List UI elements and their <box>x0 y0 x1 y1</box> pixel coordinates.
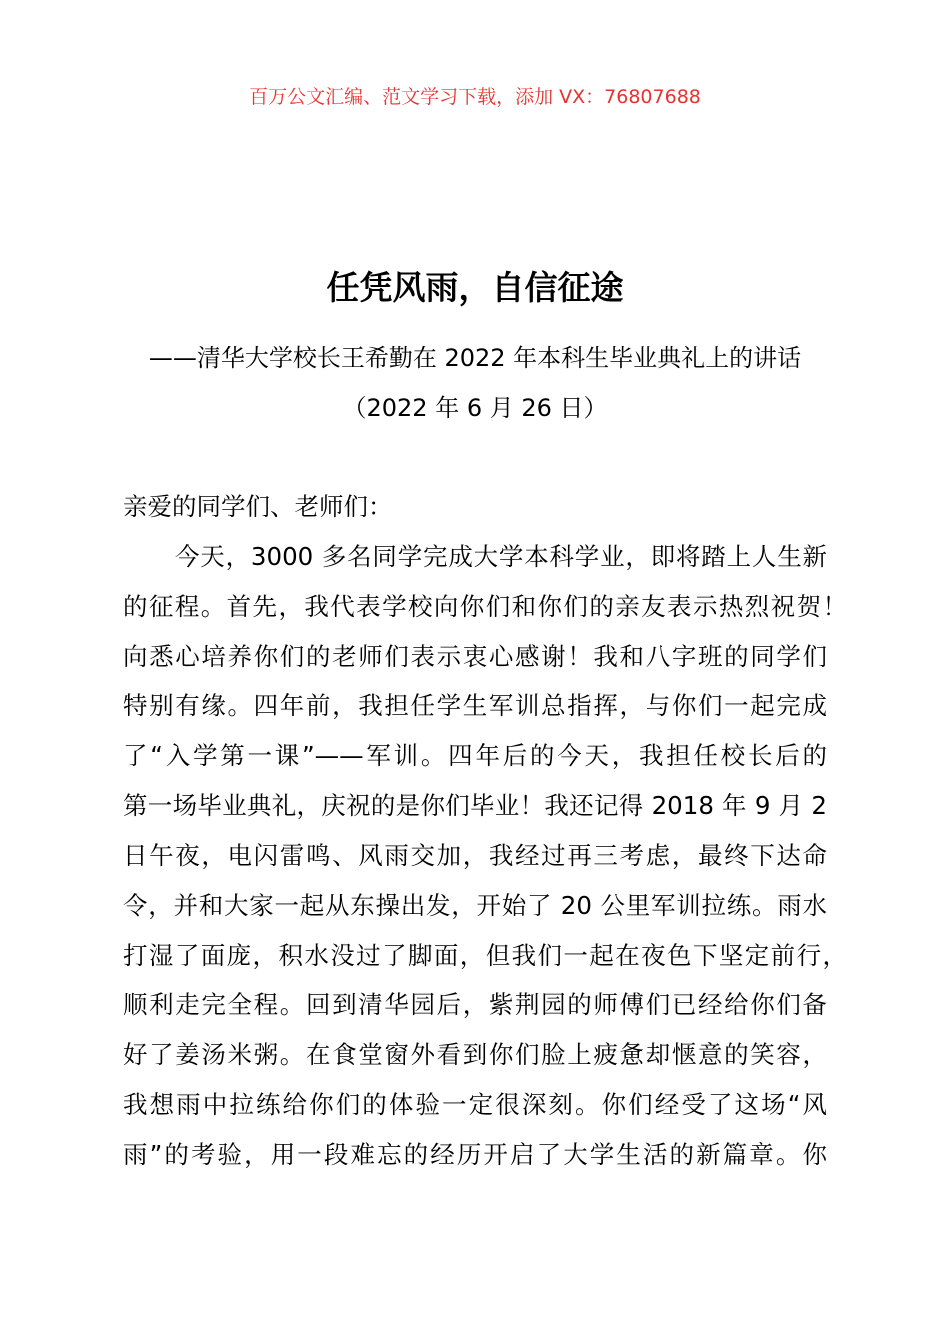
paragraph-line: 向悉心培养你们的老师们表示衷心感谢！我和八字班的同学们 <box>123 641 827 671</box>
paragraph-line: 雨”的考验，用一段难忘的经历开启了大学生活的新篇章。你 <box>123 1139 827 1169</box>
paragraph-line: 了“入学第一课”——军训。四年后的今天，我担任校长后的 <box>123 741 827 771</box>
paragraph-line: 的征程。首先，我代表学校向你们和你们的亲友表示热烈祝贺！ <box>123 591 847 621</box>
greeting: 亲爱的同学们、老师们： <box>123 492 393 521</box>
paragraph-line: 好了姜汤米粥。在食堂窗外看到你们脸上疲惫却惬意的笑容， <box>123 1040 827 1070</box>
paragraph-line: 打湿了面庞，积水没过了脚面，但我们一起在夜色下坚定前行， <box>123 940 847 970</box>
paragraph-line: 今天，3000 多名同学完成大学本科学业，即将踏上人生新 <box>175 541 827 571</box>
paragraph-line: 特别有缘。四年前，我担任学生军训总指挥，与你们一起完成 <box>123 691 827 721</box>
paragraph-line: 日午夜，电闪雷鸣、风雨交加，我经过再三考虑，最终下达命 <box>123 840 827 870</box>
watermark-header: 百万公文汇编、范文学习下载，添加 VX：76807688 <box>249 86 701 108</box>
paragraph-line: 第一场毕业典礼，庆祝的是你们毕业！我还记得 2018 年 9 月 2 <box>123 791 827 821</box>
paragraph-line: 顺利走完全程。回到清华园后，紫荆园的师傅们已经给你们备 <box>123 990 827 1020</box>
paragraph-line: 我想雨中拉练给你们的体验一定很深刻。你们经受了这场“风 <box>123 1090 827 1120</box>
document-subtitle: ——清华大学校长王希勤在 2022 年本科生毕业典礼上的讲话 <box>148 344 802 372</box>
document-body <box>123 489 847 1187</box>
document-date: （2022 年 6 月 26 日） <box>342 394 608 422</box>
document-title: 任凭风雨，自信征途 <box>326 268 624 307</box>
paragraph-line: 令，并和大家一起从东操出发，开始了 20 公里军训拉练。雨水 <box>123 890 827 920</box>
